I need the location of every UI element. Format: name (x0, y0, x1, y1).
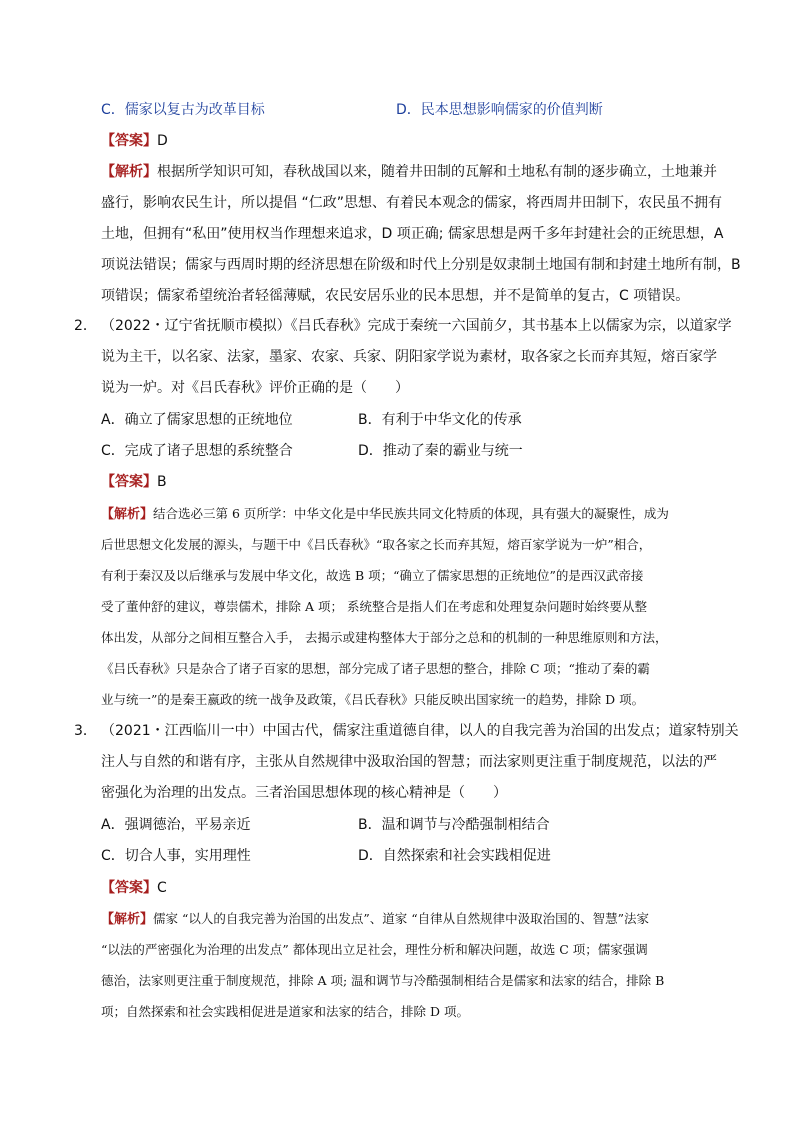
q1-analysis-line-3: 土地，但拥有“私田”使用权当作理想来追求，D 项正确; 儒家思想是两千多年封建社会的正统思想，A (101, 226, 724, 242)
q2-analysis-line-5: 体出发，从部分之间相互整合入手， 去揭示或建构整体大于部分之总和的机制的一种思维原则和方法， (101, 630, 668, 645)
q1-option-c: C．儒家以复古为改革目标 (101, 102, 265, 118)
q1-analysis-label: 【解析】 (101, 164, 157, 180)
q2-answer-value: B (157, 474, 167, 490)
q2-answer-label: 【答案】 (101, 474, 157, 490)
q3-answer-value: C (157, 880, 167, 896)
q3-option-b: B．温和调节与冷酷强制相结合 (358, 817, 550, 833)
q3-analysis-label: 【解析】 (101, 912, 154, 927)
q2-analysis-text: 结合选必三第 6 页所学：中华文化是中华民族共同文化特质的体现，具有强大的凝聚性，成为 (153, 506, 669, 521)
q2-stem-line-2: 说为主干，以名家、法家，墨家、农家、兵家、阴阳家学说为素材，取各家之长而弃其短，熔百家学 (101, 349, 717, 365)
q2-option-a: A．确立了儒家思想的正统地位 (101, 412, 293, 428)
q3-stem-line-1: （2021・江西临川一中）中国古代，儒家注重道德自律，以人的自我完善为治国的出发点；道家特别关 (101, 723, 739, 739)
q3-stem-line-3: 密强化为治理的出发点。三者治国思想体现的核心精神是（ ） (101, 785, 507, 801)
q3-analysis-line-2: “以法的严密强化为治理的出发点” 都体现出立足社会，理性分析和解决问题，故选 C 项；儒家强调 (101, 942, 648, 957)
q2-analysis-line-7: 业与统一”的是秦王嬴政的统一战争及政策，《吕氏春秋》只能反映出国家统一的趋势，排除 D 项。 (101, 692, 645, 707)
q3-answer (101, 878, 167, 898)
q3-option-d: D．自然探索和社会实践相促进 (358, 848, 551, 864)
q2-option-b: B．有利于中华文化的传承 (358, 412, 522, 428)
q2-stem-line-1: （2022・辽宁省抚顺市模拟）《吕氏春秋》完成于秦统一六国前夕，其书基本上以儒家为宗，以道家学 (101, 318, 732, 334)
q1-analysis-line-4: 项说法错误；儒家与西周时期的经济思想在阶级和时代上分别是奴隶制土地国有制和封建土地所有制，B (101, 257, 741, 273)
q3-analysis-line-1 (101, 909, 649, 930)
q2-answer (101, 472, 167, 492)
q1-answer (101, 131, 168, 151)
q3-option-a: A．强调德治，平易亲近 (101, 817, 251, 833)
q1-answer-value: D (157, 133, 168, 149)
q3-analysis-line-3: 德治，法家则更注重于制度规范，排除 A 项; 温和调节与冷酷强制相结合是儒家和法家的结合，排除 B (101, 973, 665, 988)
q2-number: 2． (74, 318, 97, 334)
q3-answer-label: 【答案】 (101, 880, 157, 896)
q2-option-c: C．完成了诸子思想的系统整合 (101, 443, 293, 459)
q2-analysis-label: 【解析】 (101, 507, 154, 522)
q2-stem-line-3: 说为一炉。对《吕氏春秋》评价正确的是（ ） (101, 380, 409, 396)
q1-option-d: D．民本思想影响儒家的价值判断 (396, 102, 603, 118)
q1-answer-label: 【答案】 (101, 133, 157, 149)
q2-analysis-line-4: 受了董仲舒的建议，尊崇儒术，排除 A 项； 系统整合是指人们在考虑和处理复杂问题时始终要从整 (101, 599, 647, 614)
q1-analysis-line-2: 盛行，影响农民生计，所以提倡 “仁政”思想、有着民本观念的儒家，将西周井田制下，农民虽不拥有 (101, 195, 722, 211)
q2-analysis-line-2: 后世思想文化发展的源头，与题干中《吕氏春秋》“取各家之长而弃其短，熔百家学说为一炉”相合， (101, 537, 652, 552)
q1-analysis-line-1 (101, 162, 717, 182)
q3-number: 3． (74, 723, 97, 739)
q2-analysis-line-6: 《吕氏春秋》只是杂合了诸子百家的思想，部分完成了诸子思想的整合，排除 C 项；“推动了秦的霸 (101, 661, 650, 676)
q2-analysis-line-3: 有利于秦汉及以后继承与发展中华文化，故选 B 项；“确立了儒家思想的正统地位”的是西汉武帝接 (101, 568, 644, 583)
q3-option-c: C．切合人事，实用理性 (101, 848, 251, 864)
q3-stem-line-2: 注人与自然的和谐有序，主张从自然规律中汲取治国的智慧；而法家则更注重于制度规范，以法的严 (101, 754, 717, 770)
q3-analysis-text: 儒家 “以人的自我完善为治国的出发点”、道家 “自律从自然规律中汲取治国的、智慧”法家 (153, 911, 650, 926)
q2-analysis-line-1 (101, 504, 669, 525)
q1-analysis-line-5: 项错误；儒家希望统治者轻徭薄赋，农民安居乐业的民本思想，并不是简单的复古，C 项错误。 (101, 288, 690, 304)
q1-analysis-text: 根据所学知识可知，春秋战国以来，随着井田制的瓦解和土地私有制的逐步确立，土地兼并 (157, 164, 717, 180)
q2-option-d: D．推动了秦的霸业与统一 (358, 443, 523, 459)
q3-analysis-line-4: 项；自然探索和社会实践相促进是道家和法家的结合，排除 D 项。 (101, 1004, 469, 1019)
